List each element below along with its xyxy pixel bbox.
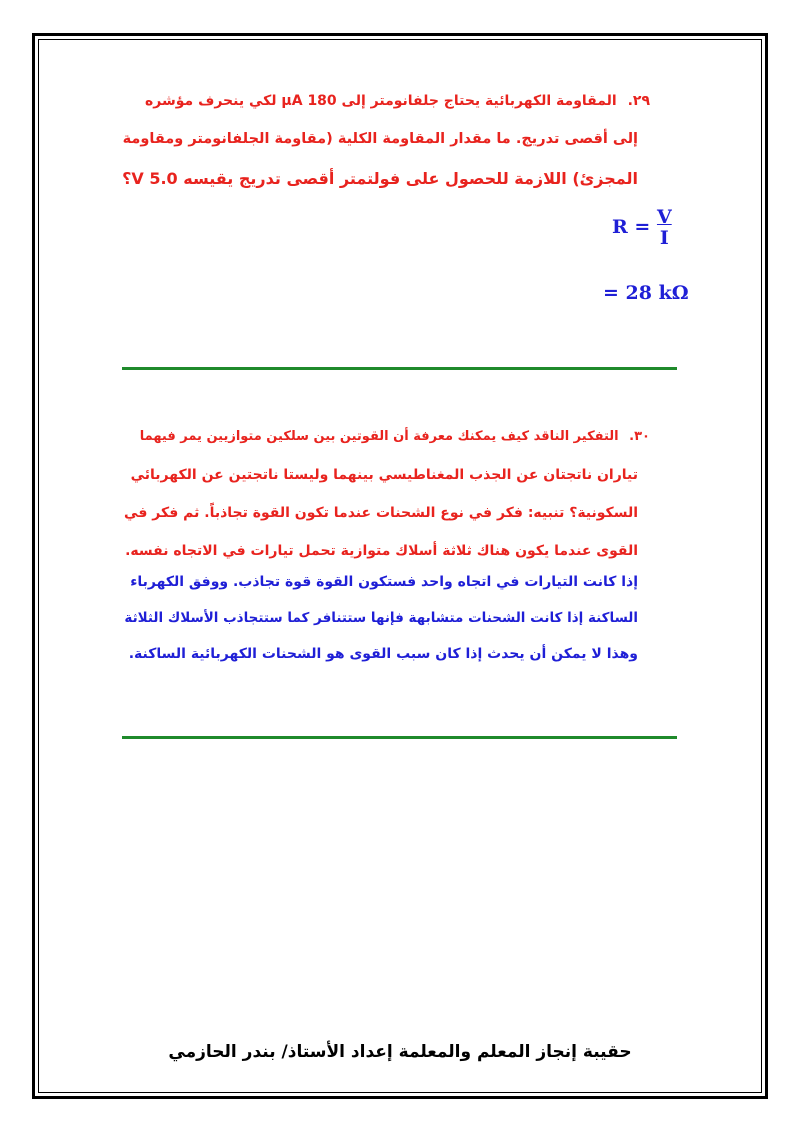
equation-fraction (657, 207, 672, 249)
q29-line-1: ٢٩. المقاومة الكهربائية يحتاج جلفانومتر إلى 180 μA لكي ينحرف مؤشره (145, 93, 650, 109)
q29-result: = 28 kΩ (603, 282, 689, 304)
q29-equation (612, 207, 672, 249)
q30-line-2: تياران ناتجتان عن الجذب المغناطيسي بينهما وليستا ناتجتين عن الكهربائي (130, 467, 638, 483)
equation-numerator: V (656, 206, 672, 228)
page-border-inner (38, 39, 762, 1093)
q29-line-2: إلى أقصى تدريج. ما مقدار المقاومة الكلية (مقاومة الجلفانومتر ومقاومة (122, 131, 638, 147)
q30-answer-line-3: وهذا لا يمكن أن يحدث إذا كان سبب القوى هو الشحنات الكهربائية الساكنة. (128, 646, 638, 662)
section-divider-1 (122, 367, 677, 370)
q30-answer-line-2: الساكنة إذا كانت الشحنات متشابهة فإنها ستتنافر كما ستتجاذب الأسلاك الثلاثة (124, 610, 638, 626)
q29-number: ٢٩. (627, 93, 650, 109)
equation-denominator: I (659, 226, 669, 249)
q30-number: ٣٠. (629, 429, 650, 444)
q30-line-4: القوى عندما يكون هناك ثلاثة أسلاك متوازية تحمل تيارات في الاتجاه نفسه. (125, 543, 638, 559)
q30-line-1: ٣٠. التفكير الناقد كيف يمكنك معرفة أن القوتين بين سلكين متوازيين يمر فيهما (139, 429, 650, 444)
q30-line-3: السكونية؟ تنبيه: فكر في نوع الشحنات عندما تكون القوة تجاذباً. ثم فكر في (124, 505, 638, 521)
q30-answer-line-1: إذا كانت التيارات في اتجاه واحد فستكون القوة قوة تجاذب. ووفق الكهرباء (130, 574, 638, 590)
equation-lhs: R = (612, 215, 651, 238)
q29-line-3: المجزئ) اللازمة للحصول على فولتمتر أقصى تدريج يقيسه 5.0 V؟ (122, 169, 638, 188)
page-footer: حقيبة إنجاز المعلم والمعلمة إعداد الأستاذ/ بندر الحازمي (168, 1042, 632, 1062)
section-divider-2 (122, 736, 677, 739)
